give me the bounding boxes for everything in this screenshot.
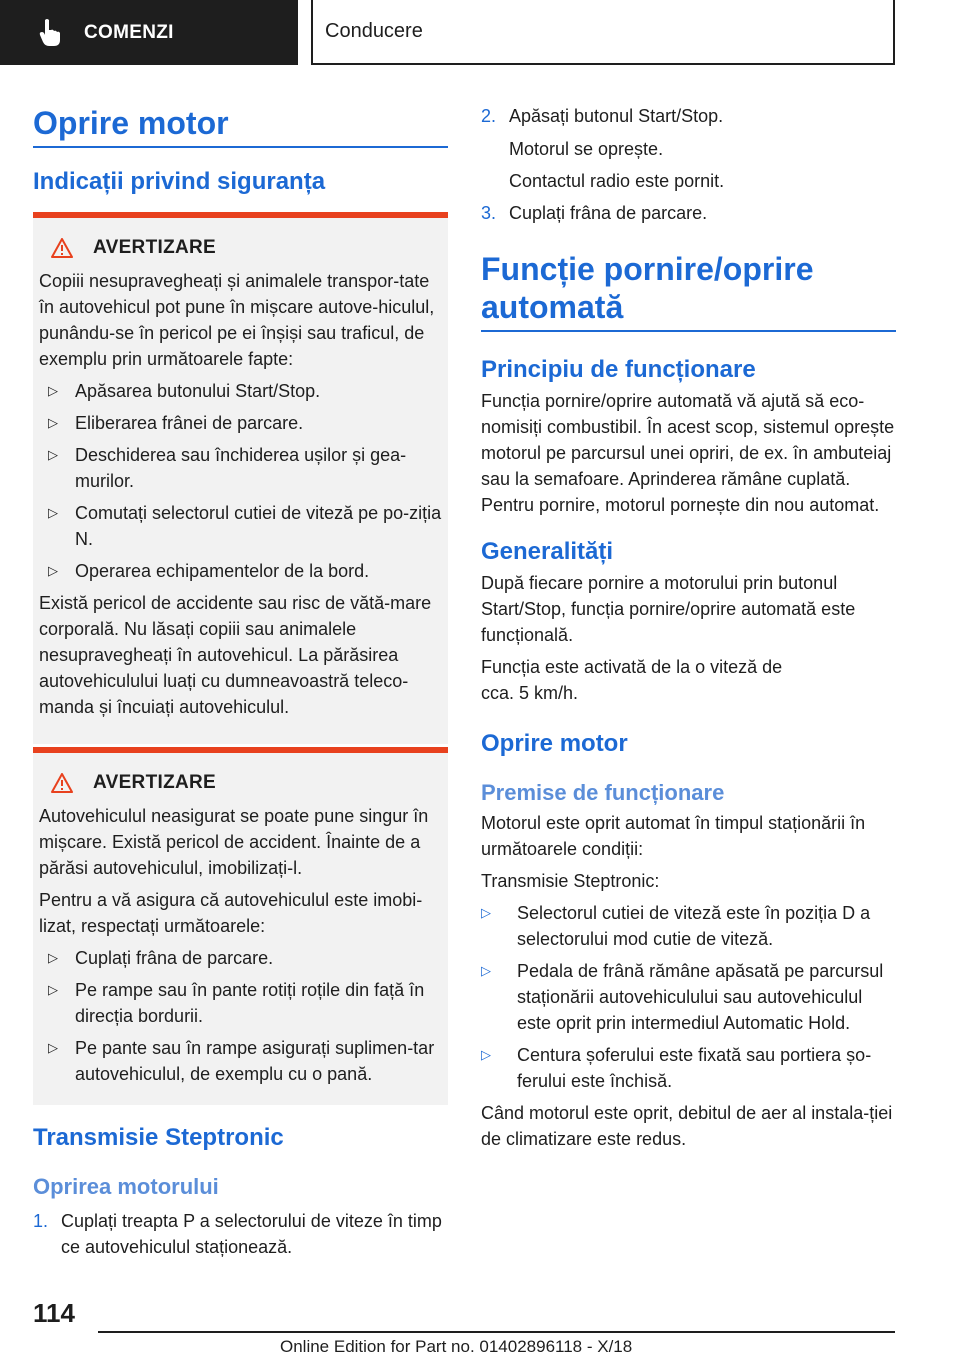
title-divider xyxy=(481,330,896,332)
section-tab[interactable] xyxy=(0,0,298,65)
principle-text: Funcția pornire/oprire automată vă ajută să eco-nomisiți combustibil. În acest scop, sistemul oprește motorul pe parcursul unei opriri, de ex. în ambuteiaj sau la semafoare. Aprinderea rămâne cuplată. Pentru pornire, motorul pornește din nou automat. xyxy=(481,390,895,515)
list-item: ▷ Operarea echipamentelor de la bord. xyxy=(39,558,442,584)
bullet-triangle-icon: ▷ xyxy=(481,904,491,920)
warning-intro: Autovehiculul neasigurat se poate pune singur în mișcare. Există pericol de accident. Înainte de a părăsi autovehiculul, imobilizați-l. xyxy=(39,806,429,878)
engine-stop-subheading: Oprirea motorului xyxy=(33,1174,219,1199)
step-1: 1. Cuplați treapta P a selectorului de viteze în timp ce autovehiculul staționează. xyxy=(33,1211,442,1257)
bullet-triangle-icon: ▷ xyxy=(48,563,58,578)
bullet-triangle-icon: ▷ xyxy=(48,383,58,398)
bullet-triangle-icon: ▷ xyxy=(48,505,58,520)
warning-box-parking xyxy=(33,747,448,1105)
bullet-triangle-icon: ▷ xyxy=(48,415,58,430)
warning-header xyxy=(51,771,442,795)
list-item: ▷ Selectorul cutiei de viteză este în poziția D a selectorului mod cutie de viteză. xyxy=(481,900,896,952)
bullet-triangle-icon: ▷ xyxy=(481,962,491,978)
list-item: ▷ Pe rampe sau în pante rotiți roțile din față în direcția bordurii. xyxy=(39,977,442,1029)
list-item: ▷ Apăsarea butonului Start/Stop. xyxy=(39,378,442,404)
chapter-tab[interactable] xyxy=(311,0,895,65)
bullet-triangle-icon: ▷ xyxy=(48,982,58,997)
transmission-label: Transmisie Steptronic: xyxy=(481,870,660,891)
list-item: ▷ Cuplați frâna de parcare. xyxy=(39,945,442,971)
title-divider xyxy=(33,146,448,148)
prerequisites-heading: Premise de funcționare xyxy=(481,779,725,805)
footer-divider xyxy=(98,1331,895,1333)
list-item: ▷ Pe pante sau în rampe asigurați suplimen-tar autovehiculul, de exemplu cu o pană. xyxy=(39,1035,442,1087)
step-2-note: Contactul radio este pornit. xyxy=(509,171,725,191)
section-tab-label: COMENZI xyxy=(84,21,174,43)
prerequisites-text: Motorul este oprit automat în timpul staționării în următoarele condiții: xyxy=(481,812,866,859)
warning-label: AVERTIZARE xyxy=(93,237,216,258)
footer-edition: Online Edition for Part no. 01402896118 - X/18 xyxy=(280,1337,633,1356)
bullet-triangle-icon: ▷ xyxy=(48,950,58,965)
bullet-triangle-icon: ▷ xyxy=(481,1046,491,1062)
safety-heading: Indicații privind siguranța xyxy=(33,167,326,195)
page-title: Oprire motor xyxy=(33,105,229,141)
warning-header xyxy=(51,236,442,260)
warning-box-children xyxy=(33,212,448,744)
list-item: ▷ Pedala de frână rămâne apăsată pe parcursul staționării autovehiculului sau autovehiculul este oprit prin intermediul Automatic Hold. xyxy=(481,958,896,1036)
closing-text: Când motorul este oprit, debitul de aer al instala-ției de climatizare este redus. xyxy=(481,1102,893,1149)
steptronic-heading: Transmisie Steptronic xyxy=(33,1124,284,1151)
step-2: 2. Apăsați butonul Start/Stop. xyxy=(481,106,724,126)
page-number: 114 xyxy=(33,1298,75,1328)
principle-heading: Principiu de funcționare xyxy=(481,355,756,383)
step-2-result: Motorul se oprește. xyxy=(509,139,664,159)
warning-label: AVERTIZARE xyxy=(93,772,216,793)
section-title: Funcție pornire/oprire automată xyxy=(481,251,814,325)
chapter-tab-label: Conducere xyxy=(325,20,423,42)
list-item: ▷ Centura șoferului este fixată sau portiera șo-ferului este închisă. xyxy=(481,1042,896,1094)
warning-outro: Există pericol de accidente sau risc de vătă-mare corporală. Nu lăsați copiii sau animalele nesupravegheați în autovehicul. La părăsirea autovehiculului luați cu dumneavoastră teleco-manda și încuiați autovehiculul. xyxy=(39,593,432,717)
bullet-triangle-icon: ▷ xyxy=(48,1040,58,1055)
warning-triangle-icon xyxy=(51,773,73,793)
warning-intro: Copiii nesupravegheați și animalele transpor-tate în autovehicul pot pune în mișcare autove-hiculul, punându-se în pericol pe ei înșiși sau traficul, de exemplu prin următoarele fapte: xyxy=(39,271,435,369)
bullet-triangle-icon: ▷ xyxy=(48,447,58,462)
hand-pointer-icon xyxy=(38,18,64,48)
warning-intro-2: Pentru a vă asigura că autovehiculul este imobi-lizat, respectați următoarele: xyxy=(39,890,423,936)
list-item: ▷ Deschiderea sau închiderea ușilor și gea-murilor. xyxy=(39,442,442,494)
engine-stop-heading: Oprire motor xyxy=(481,729,628,757)
list-item: ▷ Comutați selectorul cutiei de viteză pe po-ziția N. xyxy=(39,500,442,552)
general-heading: Generalități xyxy=(481,537,614,565)
warning-triangle-icon xyxy=(51,238,73,258)
step-3: 3. Cuplați frâna de parcare. xyxy=(481,203,708,223)
general-text-2: Funcția este activată de la o viteză de cca. 5 km/h. xyxy=(481,656,783,703)
general-text: După fiecare pornire a motorului prin butonul Start/Stop, funcția pornire/oprire automată este funcțională. xyxy=(481,572,856,645)
list-item: ▷ Eliberarea frânei de parcare. xyxy=(39,410,442,436)
